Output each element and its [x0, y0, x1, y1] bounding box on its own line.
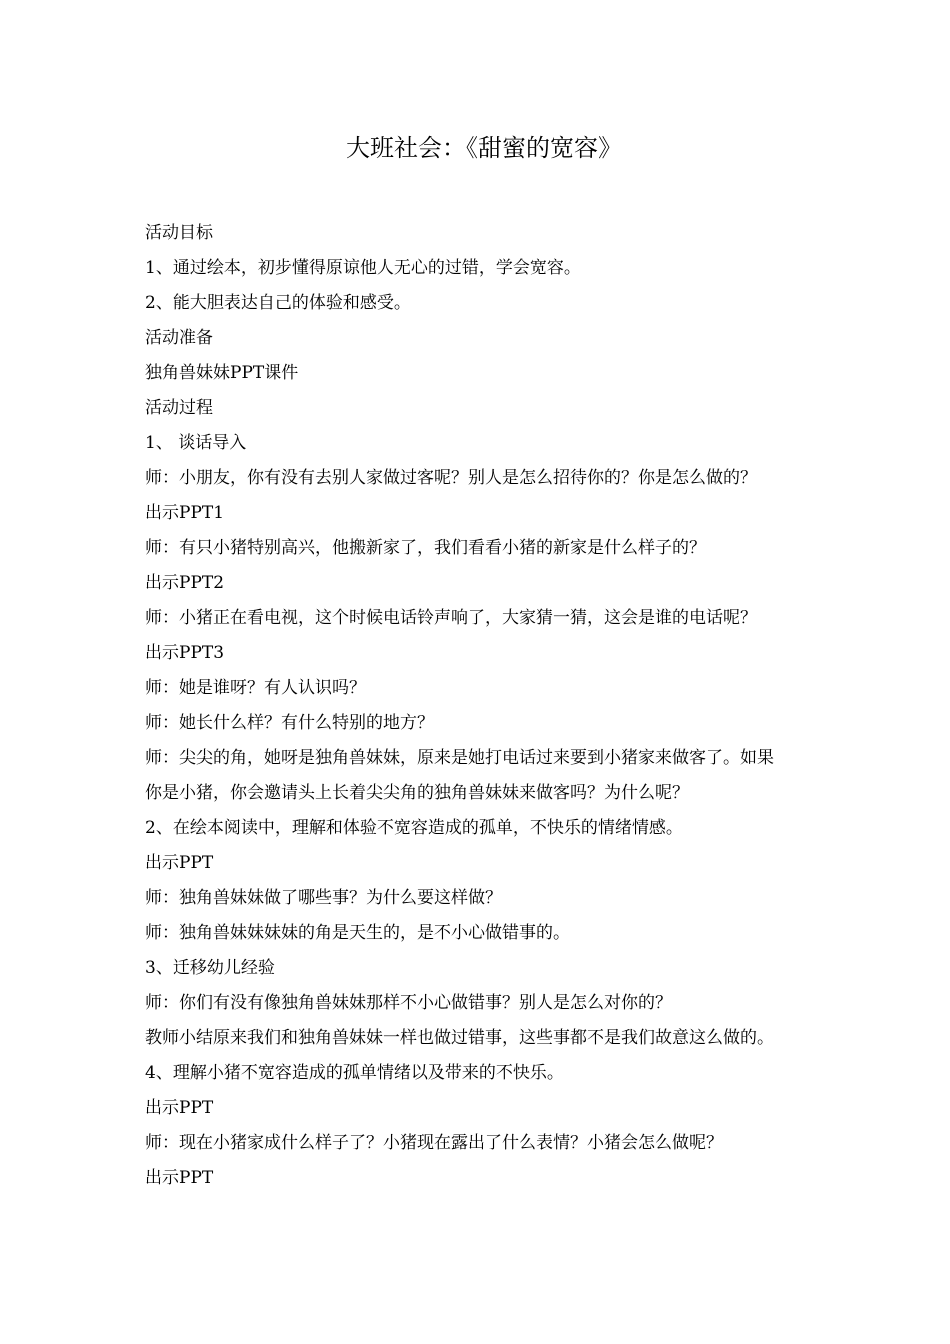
paragraph-line: 师：小朋友，你有没有去别人家做过客呢？别人是怎么招待你的？你是怎么做的？ [145, 468, 757, 488]
paragraph-line: 师：她是谁呀？有人认识吗？ [145, 678, 366, 698]
paragraph-line: 师：独角兽妹妹做了哪些事？为什么要这样做？ [145, 888, 502, 908]
paragraph-line: 出示PPT2 [145, 573, 225, 593]
document-title: 大班社会：《甜蜜的宽容》 [346, 134, 622, 162]
paragraph-line: 出示PPT [145, 1168, 214, 1188]
paragraph-line: 师：她长什么样？有什么特别的地方？ [145, 713, 434, 733]
paragraph-line: 师：独角兽妹妹妹妹的角是天生的，是不小心做错事的。 [145, 923, 570, 943]
section-heading-preparation: 活动准备 [145, 328, 213, 348]
section-heading-goals: 活动目标 [145, 223, 213, 243]
paragraph-line: 师：小猪正在看电视，这个时候电话铃声响了，大家猜一猜，这会是谁的电话呢？ [145, 608, 757, 628]
paragraph-line: 出示PPT [145, 1098, 214, 1118]
paragraph-line: 师：有只小猪特别高兴，他搬新家了，我们看看小猪的新家是什么样子的？ [145, 538, 706, 558]
document-body [145, 216, 865, 1196]
paragraph-line: 你是小猪，你会邀请头上长着尖尖角的独角兽妹妹来做客吗？为什么呢？ [145, 783, 689, 803]
goal-item-1: 1、通过绘本，初步懂得原谅他人无心的过错，学会宽容。 [145, 258, 581, 278]
paragraph-line: 出示PPT3 [145, 643, 225, 663]
process-step-3: 3、迁移幼儿经验 [145, 958, 275, 978]
goal-item-2: 2、能大胆表达自己的体验和感受。 [145, 293, 411, 313]
preparation-item: 独角兽妹妹PPT课件 [145, 363, 299, 383]
process-step-1: 1、 谈话导入 [145, 433, 247, 453]
process-step-4: 4、理解小猪不宽容造成的孤单情绪以及带来的不快乐。 [145, 1063, 564, 1083]
paragraph-line: 教师小结原来我们和独角兽妹妹一样也做过错事，这些事都不是我们故意这么做的。 [145, 1028, 774, 1048]
process-step-2: 2、在绘本阅读中，理解和体验不宽容造成的孤单，不快乐的情绪情感。 [145, 818, 683, 838]
paragraph-line: 出示PPT [145, 853, 214, 873]
paragraph-line: 出示PPT1 [145, 503, 225, 523]
section-heading-process: 活动过程 [145, 398, 213, 418]
paragraph-line: 师：你们有没有像独角兽妹妹那样不小心做错事？别人是怎么对你的？ [145, 993, 672, 1013]
paragraph-line: 师：现在小猪家成什么样子了？小猪现在露出了什么表情？小猪会怎么做呢？ [145, 1133, 723, 1153]
paragraph-line: 师：尖尖的角，她呀是独角兽妹妹，原来是她打电话过来要到小猪家来做客了。如果 [145, 748, 774, 768]
